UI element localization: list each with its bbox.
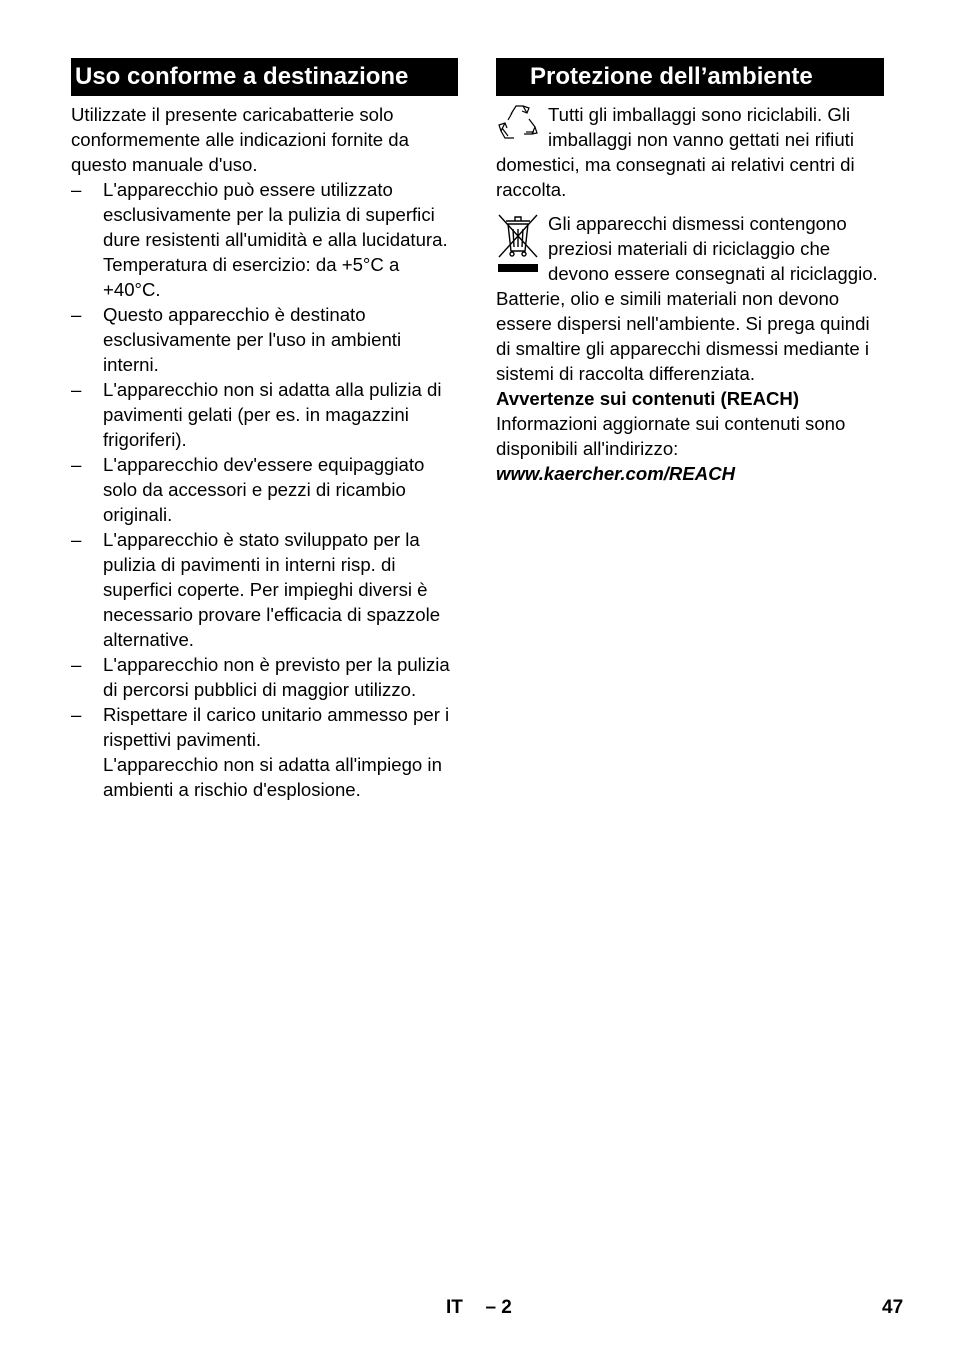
- recycle-icon: [496, 102, 544, 152]
- right-column: [496, 58, 884, 486]
- list-dash: –: [71, 304, 82, 325]
- list-dash: –: [71, 379, 82, 400]
- left-column: [71, 58, 458, 802]
- weee-paragraph: [496, 211, 884, 386]
- intro-paragraph: Utilizzate il presente caricabatterie solo conformemente alle indicazioni fornite da questo manuale d'uso.: [71, 104, 409, 175]
- list-dash: –: [71, 704, 82, 725]
- list-item: [71, 377, 458, 452]
- page-number: 47: [882, 1297, 904, 1318]
- reach-url-link[interactable]: www.kaercher.com/REACH: [496, 463, 736, 484]
- list-dash: –: [71, 529, 82, 550]
- recycle-paragraph: [496, 102, 884, 202]
- list-item: [71, 652, 458, 702]
- list-item: [71, 302, 458, 377]
- list-item-text: L'apparecchio può essere utilizzato esclusivamente per la pulizia di superfici dure resistenti all'umidità e alla lucidatura.: [103, 179, 448, 250]
- usage-list: [71, 177, 458, 802]
- list-item: [71, 527, 458, 652]
- list-item-subtext: L'apparecchio non si adatta all'impiego in ambienti a rischio d'esplosione.: [103, 754, 442, 800]
- page-footer-label: [446, 1297, 512, 1319]
- weee-text: Gli apparecchi dismessi contengono preziosi materiali di riciclaggio che devono essere consegnati al riciclaggio. Batterie, olio e simili materiali non devono essere dispersi nell'ambiente. Si prega quindi di smaltire gli apparecchi dismessi mediante i sistemi di raccolta differenziata.: [496, 213, 878, 384]
- list-dash: –: [71, 454, 82, 475]
- list-item: [71, 452, 458, 527]
- section-heading-environment: Protezione dell’ambiente: [496, 58, 884, 96]
- list-dash: –: [71, 654, 82, 675]
- list-item-text: L'apparecchio è stato sviluppato per la pulizia di pavimenti in interni risp. di superfici coperte. Per impieghi diversi è necessario provare l'efficacia di spazzole alternative.: [103, 529, 441, 650]
- list-item: [71, 177, 458, 302]
- reach-title: Avvertenze sui contenuti (REACH): [496, 388, 800, 409]
- weee-bin-icon: [496, 211, 544, 277]
- list-dash: –: [71, 179, 82, 200]
- list-item-text: L'apparecchio dev'essere equipaggiato solo da accessori e pezzi di ricambio originali.: [103, 454, 425, 525]
- footer-section-page: – 2: [485, 1297, 512, 1318]
- reach-text: Informazioni aggiornate sui contenuti sono disponibili all'indirizzo:: [496, 413, 846, 459]
- section-heading-intended-use: Uso conforme a destinazione: [71, 58, 458, 96]
- footer-language: IT: [446, 1297, 463, 1318]
- recycle-text: Tutti gli imballaggi sono riciclabili. Gli imballaggi non vanno gettati nei rifiuti domestici, ma consegnati ai relativi centri di raccolta.: [496, 104, 855, 200]
- list-item-text: L'apparecchio non si adatta alla pulizia di pavimenti gelati (per es. in magazzini frigoriferi).: [103, 379, 442, 450]
- list-item-subtext: Temperatura di esercizio: da +5°C a +40°C.: [103, 254, 400, 300]
- list-item: [71, 702, 458, 802]
- list-item-text: Questo apparecchio è destinato esclusivamente per l'uso in ambienti interni.: [103, 304, 402, 375]
- list-item-text: Rispettare il carico unitario ammesso per i rispettivi pavimenti.: [103, 704, 450, 750]
- list-item-text: L'apparecchio non è previsto per la pulizia di percorsi pubblici di maggior utilizzo.: [103, 654, 450, 700]
